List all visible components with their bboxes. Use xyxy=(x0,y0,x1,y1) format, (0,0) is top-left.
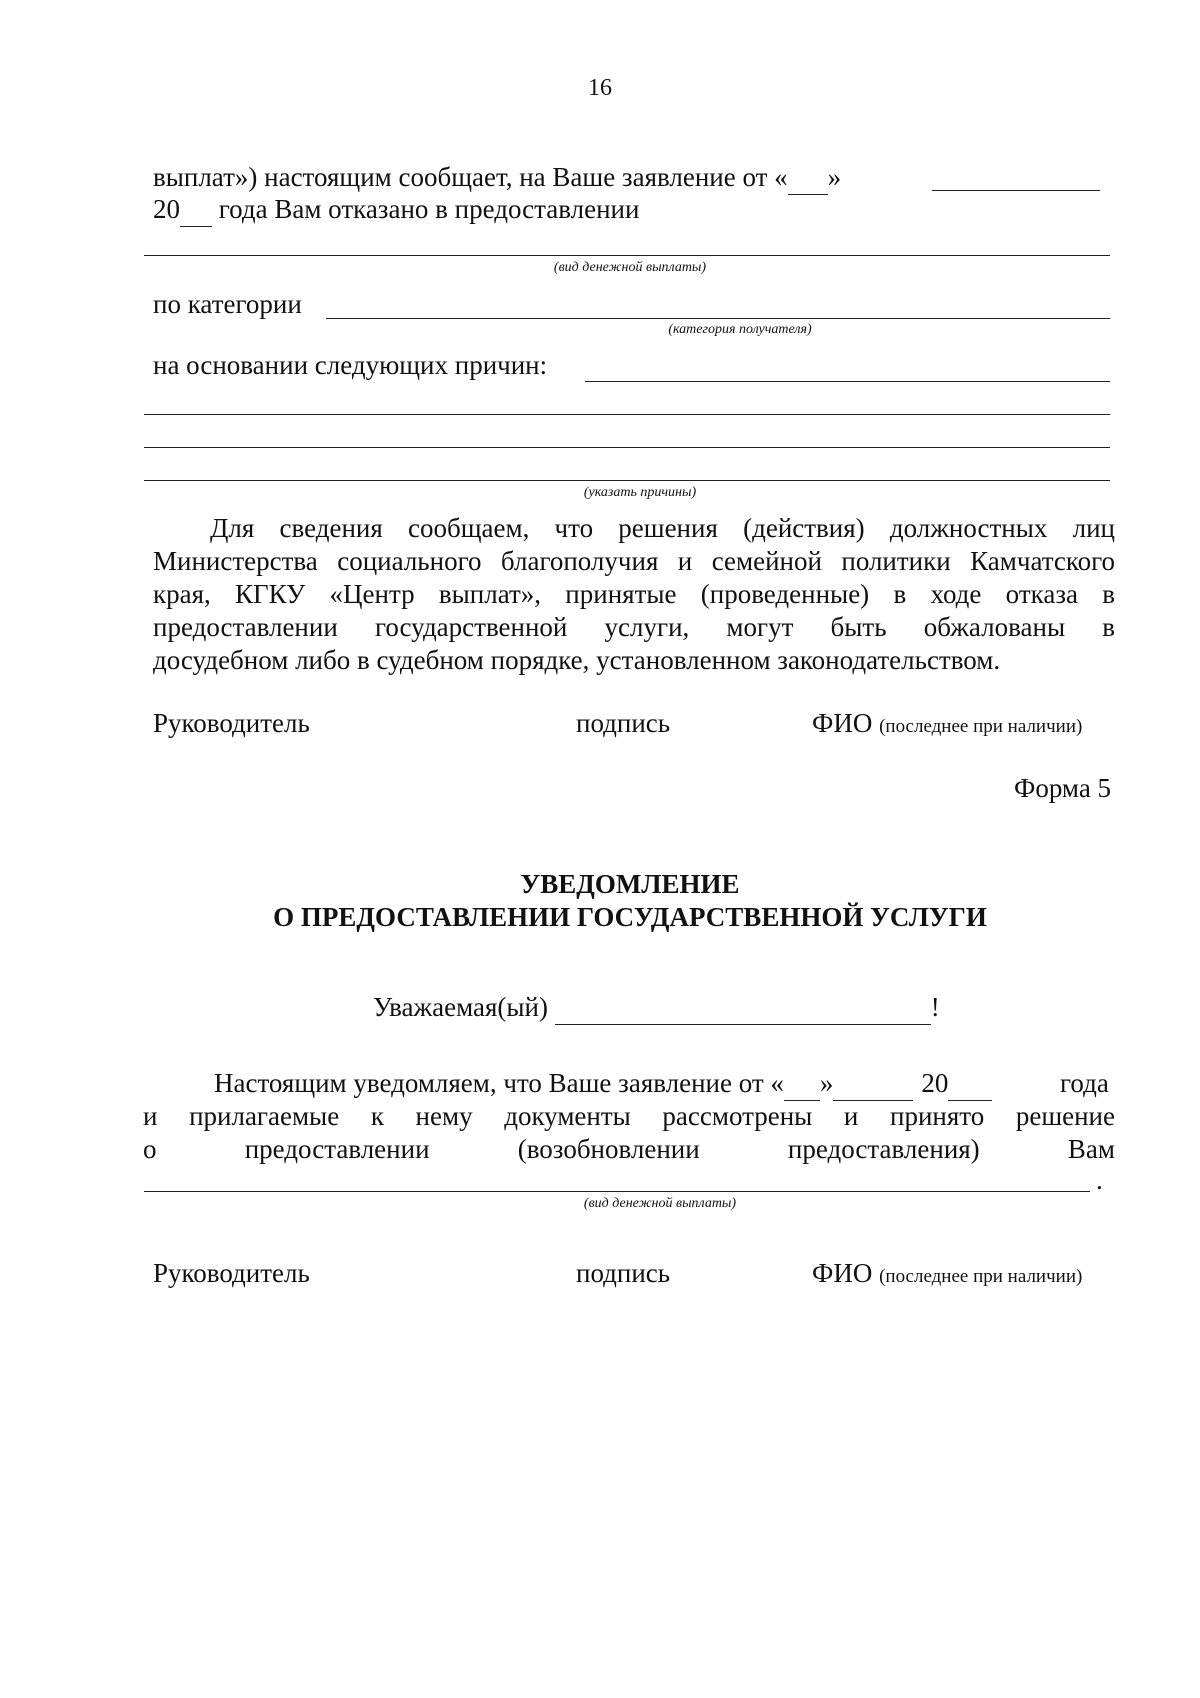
notice-line-2: и прилагаемые к нему документы рассмотрены и принято решение xyxy=(143,1101,1115,1131)
signature-head-label: Руководитель xyxy=(153,708,310,738)
by-category-label: по категории xyxy=(153,289,302,319)
form5-signature-head-label: Руководитель xyxy=(153,1258,310,1288)
reasons-line-3 xyxy=(144,447,1110,448)
notice-line-1 xyxy=(214,1067,992,1101)
refusal-line-2-text: года Вам отказано в предоставлении xyxy=(212,194,640,224)
day-blank xyxy=(788,161,828,195)
caption-payment-type: (вид денежной выплаты) xyxy=(553,260,707,275)
caption-reasons: (указать причины) xyxy=(583,485,697,500)
year-prefix: 20 xyxy=(153,194,180,224)
form5-signature-sign-label: подпись xyxy=(576,1258,671,1288)
signature-sign-label: подпись xyxy=(576,708,671,738)
notice-caption-payment-type: (вид денежной выплаты) xyxy=(583,1196,737,1211)
notice-title-line-2: О ПРЕДОСТАВЛЕНИИ ГОСУДАРСТВЕННОЙ УСЛУГИ xyxy=(273,902,987,932)
signature-fio-label: ФИО xyxy=(812,708,873,738)
greeting-text: Уважаемая(ый) xyxy=(373,992,548,1022)
refusal-line-1 xyxy=(153,161,841,195)
greeting-end: ! xyxy=(930,992,940,1022)
refusal-quote-close: » xyxy=(827,162,842,192)
notice-quote-close: » xyxy=(819,1068,834,1098)
refusal-line-2 xyxy=(153,193,639,227)
reasons-line-2 xyxy=(144,414,1110,415)
notice-month-blank xyxy=(833,1067,913,1101)
notice-line-3: о предоставлении (возобновлении предоставления) Вам xyxy=(143,1134,1115,1164)
page-number: 16 xyxy=(588,75,612,101)
notice-year-prefix: 20 xyxy=(921,1068,949,1098)
payment-type-line xyxy=(144,255,1110,256)
category-line xyxy=(326,318,1110,319)
form5-signature-fio-label: ФИО xyxy=(812,1258,873,1288)
signature-fio-note: (последнее при наличии) xyxy=(879,716,1083,737)
reasons-label: на основании следующих причин: xyxy=(153,350,548,380)
appeal-line-3: края, КГКУ «Центр выплат», принятые (проведенные) в ходе отказа в xyxy=(153,579,1115,609)
form5-signature-fio xyxy=(812,1257,1082,1293)
caption-category: (категория получателя) xyxy=(668,322,812,337)
notice-year-blank xyxy=(948,1067,992,1101)
notice-line-1-end: года xyxy=(1060,1068,1109,1098)
form-label: Форма 5 xyxy=(1014,773,1112,803)
appeal-line-2: Министерства социального благополучия и семейной политики Камчатского xyxy=(153,546,1115,576)
reasons-line-4 xyxy=(144,480,1110,481)
appeal-line-4: предоставлении государственной услуги, могут быть обжалованы в xyxy=(153,612,1115,642)
form5-signature-fio-note: (последнее при наличии) xyxy=(879,1266,1083,1287)
signature-fio xyxy=(812,707,1082,743)
reasons-line-1 xyxy=(585,381,1110,382)
appeal-line-5: досудебном либо в судебном порядке, установленном законодательством. xyxy=(153,645,1001,675)
refusal-line-1-text: выплат») настоящим сообщает, на Ваше заявление от « xyxy=(153,162,788,192)
notice-payment-type-line xyxy=(144,1191,1090,1192)
recipient-name-blank xyxy=(555,991,931,1025)
notice-title-line-1: УВЕДОМЛЕНИЕ xyxy=(520,869,740,899)
notice-line-4-end: . xyxy=(1096,1165,1103,1195)
greeting-line xyxy=(373,991,940,1025)
month-blank-line xyxy=(932,190,1100,191)
notice-line-1-text: Настоящим уведомляем, что Ваше заявление от « xyxy=(214,1068,784,1098)
notice-day-blank xyxy=(784,1067,820,1101)
year-blank xyxy=(180,193,212,227)
appeal-line-1: Для сведения сообщаем, что решения (действия) должностных лиц xyxy=(210,513,1115,543)
